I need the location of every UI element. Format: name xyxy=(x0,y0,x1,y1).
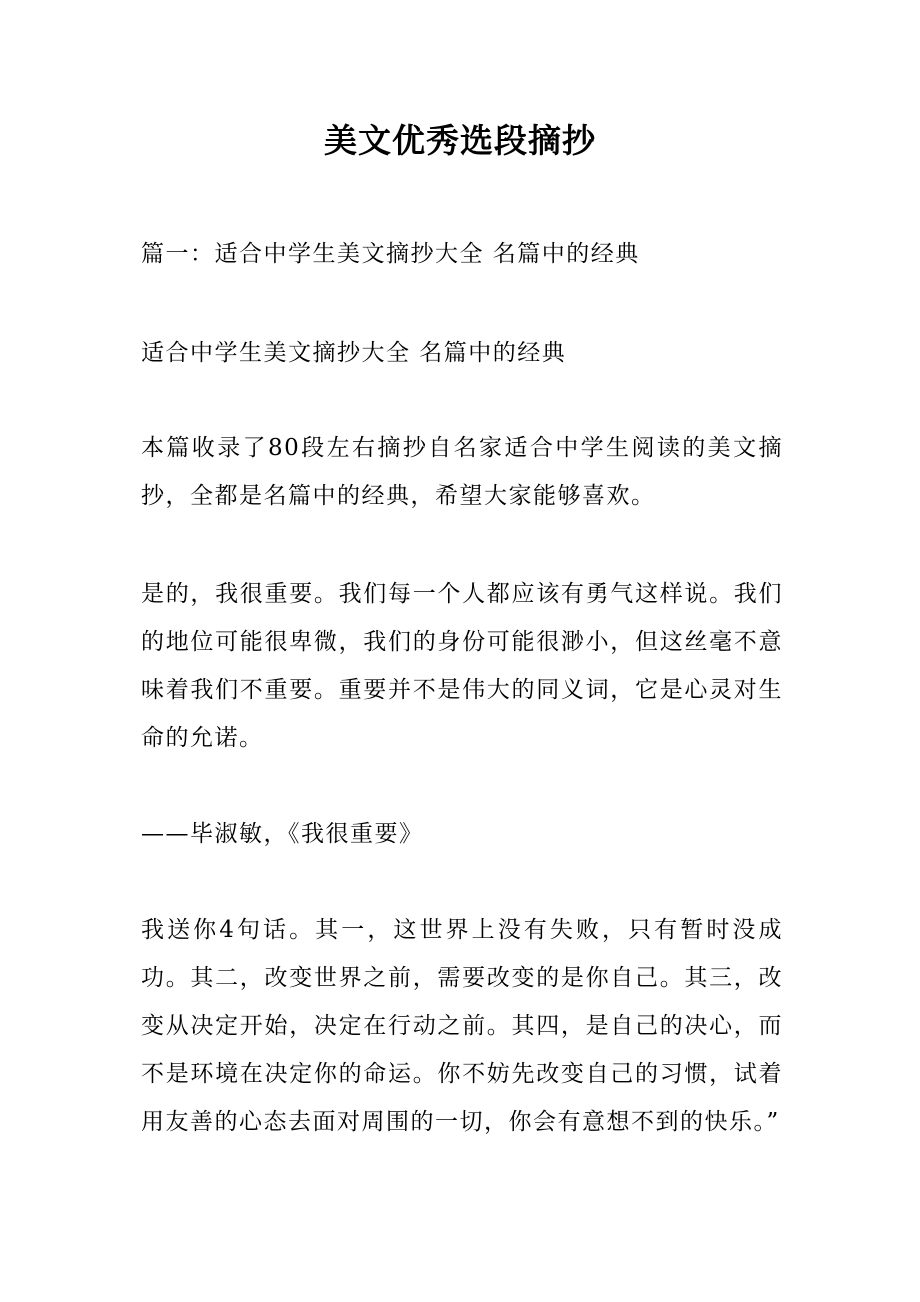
quote-paragraph: 是的，我很重要。我们每一个人都应该有勇气这样说。我们的地位可能很卑微，我们的身份可能很渺小，但这丝毫不意味着我们不重要。重要并不是伟大的同义词，它是心灵对生命的允诺。 xyxy=(141,581,783,751)
intro-paragraph: 本篇收录了80段左右摘抄自名家适合中学生阅读的美文摘抄，全都是名篇中的经典，希望大家能够喜欢。 xyxy=(141,435,783,509)
document-title: 美文优秀选段摘抄 xyxy=(324,121,596,160)
subtitle-paragraph: 适合中学生美文摘抄大全 名篇中的经典 xyxy=(141,340,567,366)
section-heading: 篇一：适合中学生美文摘抄大全 名篇中的经典 xyxy=(141,241,640,267)
body-paragraph: 我送你4句话。其一，这世界上没有失败，只有暂时没成功。其二，改变世界之前，需要改变的是你自己。其三，改变从决定开始，决定在行动之前。其四，是自己的决心，而不是环境在决定你的命运。你不妨先改变自己的习惯，试着用友善的心态去面对周围的一切，你会有意想不到的快乐。” xyxy=(141,917,783,1135)
quote-attribution: ——毕淑敏，《我很重要》 xyxy=(141,821,424,847)
